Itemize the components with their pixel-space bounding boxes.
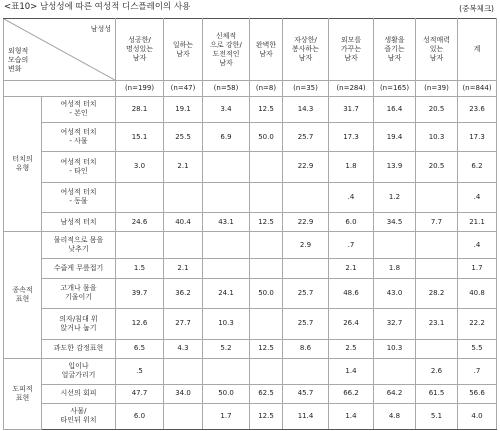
value-cell: .4 bbox=[458, 232, 497, 259]
value-cell bbox=[116, 182, 164, 212]
value-cell: 4.3 bbox=[164, 339, 203, 358]
value-cell: 2.1 bbox=[329, 259, 374, 278]
value-cell bbox=[416, 339, 458, 358]
row-label: 사물/ 타인뒤 위치 bbox=[42, 403, 116, 429]
header-row bbox=[4, 19, 497, 81]
table-caption: <표10> 남성성에 따른 여성적 디스플레이의 사용 bbox=[4, 2, 191, 12]
column-header: 신체적 으로 강한/ 도전적인 남자 bbox=[203, 19, 250, 81]
value-cell: 22.2 bbox=[458, 309, 497, 339]
table-row bbox=[4, 213, 497, 232]
corner-cell bbox=[4, 19, 116, 81]
row-label: 입이나 얼굴가리기 bbox=[42, 358, 116, 384]
value-cell: 15.1 bbox=[116, 122, 164, 151]
value-cell: 28.2 bbox=[416, 278, 458, 308]
value-cell: 22.9 bbox=[283, 152, 329, 182]
value-cell bbox=[250, 309, 283, 339]
value-cell: 36.2 bbox=[164, 278, 203, 308]
value-cell: 23.6 bbox=[458, 96, 497, 122]
row-label: 여성적 터치 - 본인 bbox=[42, 96, 116, 122]
value-cell: 34.0 bbox=[164, 384, 203, 403]
value-cell: 28.1 bbox=[116, 96, 164, 122]
value-cell: 64.2 bbox=[374, 384, 416, 403]
value-cell: 24.6 bbox=[116, 213, 164, 232]
value-cell bbox=[164, 182, 203, 212]
value-cell: 12.5 bbox=[250, 339, 283, 358]
value-cell bbox=[283, 259, 329, 278]
table-row bbox=[4, 339, 497, 358]
value-cell: 7.7 bbox=[416, 213, 458, 232]
group-label: 도피적 표현 bbox=[4, 358, 42, 429]
value-cell: 2.5 bbox=[329, 339, 374, 358]
value-cell: 12.5 bbox=[250, 96, 283, 122]
value-cell: 48.6 bbox=[329, 278, 374, 308]
value-cell: 66.2 bbox=[329, 384, 374, 403]
value-cell: 5.5 bbox=[458, 339, 497, 358]
value-cell: 14.3 bbox=[283, 96, 329, 122]
value-cell: 6.0 bbox=[329, 213, 374, 232]
value-cell: 5.1 bbox=[416, 403, 458, 429]
value-cell: 56.6 bbox=[458, 384, 497, 403]
column-n: (n=844) bbox=[458, 81, 497, 97]
value-cell: 43.0 bbox=[374, 278, 416, 308]
value-cell bbox=[374, 358, 416, 384]
value-cell: 6.5 bbox=[116, 339, 164, 358]
table-row bbox=[4, 309, 497, 339]
value-cell: 4.8 bbox=[374, 403, 416, 429]
value-cell: 10.3 bbox=[374, 339, 416, 358]
table-row bbox=[4, 152, 497, 182]
column-n: (n=39) bbox=[416, 81, 458, 97]
value-cell bbox=[250, 232, 283, 259]
value-cell: 11.4 bbox=[283, 403, 329, 429]
table-row bbox=[4, 384, 497, 403]
value-cell: 2.1 bbox=[164, 152, 203, 182]
column-n: (n=58) bbox=[203, 81, 250, 97]
value-cell: 1.7 bbox=[458, 259, 497, 278]
value-cell bbox=[203, 232, 250, 259]
value-cell bbox=[250, 182, 283, 212]
column-header: 성적매력 있는 남자 bbox=[416, 19, 458, 81]
value-cell: 20.5 bbox=[416, 152, 458, 182]
value-cell: 50.0 bbox=[250, 122, 283, 151]
value-cell: 19.4 bbox=[374, 122, 416, 151]
value-cell: 61.5 bbox=[416, 384, 458, 403]
table-row bbox=[4, 122, 497, 151]
value-cell: 2.6 bbox=[416, 358, 458, 384]
value-cell: 16.4 bbox=[374, 96, 416, 122]
value-cell: 25.7 bbox=[283, 309, 329, 339]
table-row bbox=[4, 232, 497, 259]
group-label: 터치의 유형 bbox=[4, 96, 42, 231]
multiple-check-note: (중복체크) bbox=[459, 4, 494, 13]
table-row bbox=[4, 403, 497, 429]
value-cell: 31.7 bbox=[329, 96, 374, 122]
value-cell: .7 bbox=[329, 232, 374, 259]
value-cell: 8.6 bbox=[283, 339, 329, 358]
value-cell: .7 bbox=[458, 358, 497, 384]
value-cell: 50.0 bbox=[250, 278, 283, 308]
value-cell: 45.7 bbox=[283, 384, 329, 403]
value-cell: 1.4 bbox=[329, 358, 374, 384]
value-cell: 1.8 bbox=[374, 259, 416, 278]
value-cell bbox=[203, 152, 250, 182]
value-cell bbox=[416, 182, 458, 212]
value-cell: 32.7 bbox=[374, 309, 416, 339]
value-cell: 40.8 bbox=[458, 278, 497, 308]
value-cell: 10.3 bbox=[203, 309, 250, 339]
value-cell: .5 bbox=[116, 358, 164, 384]
value-cell: 6.9 bbox=[203, 122, 250, 151]
value-cell: 1.5 bbox=[116, 259, 164, 278]
column-header: 계 bbox=[458, 19, 497, 81]
value-cell: 12.6 bbox=[116, 309, 164, 339]
value-cell bbox=[250, 358, 283, 384]
value-cell: 40.4 bbox=[164, 213, 203, 232]
row-label: 과도한 감정표현 bbox=[42, 339, 116, 358]
value-cell: 62.5 bbox=[250, 384, 283, 403]
value-cell: 4.0 bbox=[458, 403, 497, 429]
value-cell: 19.1 bbox=[164, 96, 203, 122]
table-row bbox=[4, 278, 497, 308]
row-label: 남성적 터치 bbox=[42, 213, 116, 232]
value-cell: 12.5 bbox=[250, 403, 283, 429]
value-cell: 39.7 bbox=[116, 278, 164, 308]
value-cell: 27.7 bbox=[164, 309, 203, 339]
value-cell: 6.2 bbox=[458, 152, 497, 182]
column-header: 성공한/ 명성있는 남자 bbox=[116, 19, 164, 81]
value-cell: 43.1 bbox=[203, 213, 250, 232]
corner-label-appearance-change: 외형적 모습의 변화 bbox=[8, 47, 29, 74]
row-label: 여성적 터치 - 사물 bbox=[42, 122, 116, 151]
value-cell bbox=[250, 259, 283, 278]
group-label: 종속적 표현 bbox=[4, 232, 42, 358]
column-header: 완벽한 남자 bbox=[250, 19, 283, 81]
value-cell: 10.3 bbox=[416, 122, 458, 151]
column-n: (n=199) bbox=[116, 81, 164, 97]
corner-label-masculinity: 남성성 bbox=[90, 25, 111, 33]
value-cell: 1.4 bbox=[329, 403, 374, 429]
value-cell: 1.8 bbox=[329, 152, 374, 182]
value-cell: 47.7 bbox=[116, 384, 164, 403]
value-cell bbox=[116, 232, 164, 259]
value-cell: .4 bbox=[458, 182, 497, 212]
value-cell: 25.7 bbox=[283, 278, 329, 308]
value-cell: .4 bbox=[329, 182, 374, 212]
value-cell: 12.5 bbox=[250, 213, 283, 232]
value-cell bbox=[203, 358, 250, 384]
value-cell: 25.7 bbox=[283, 122, 329, 151]
value-cell: 22.9 bbox=[283, 213, 329, 232]
column-n: (n=284) bbox=[329, 81, 374, 97]
value-cell: 50.0 bbox=[203, 384, 250, 403]
value-cell bbox=[203, 182, 250, 212]
value-cell bbox=[203, 259, 250, 278]
value-cell: 5.2 bbox=[203, 339, 250, 358]
column-n: (n=35) bbox=[283, 81, 329, 97]
value-cell bbox=[164, 403, 203, 429]
column-n: (n=165) bbox=[374, 81, 416, 97]
value-cell: 2.9 bbox=[283, 232, 329, 259]
row-label: 고개나 몸을 기울이기 bbox=[42, 278, 116, 308]
value-cell bbox=[164, 358, 203, 384]
value-cell: 17.3 bbox=[329, 122, 374, 151]
column-header: 생활을 즐기는 남자 bbox=[374, 19, 416, 81]
value-cell: 3.4 bbox=[203, 96, 250, 122]
value-cell bbox=[283, 182, 329, 212]
table-row bbox=[4, 96, 497, 122]
value-cell: 21.1 bbox=[458, 213, 497, 232]
row-label: 시선의 회피 bbox=[42, 384, 116, 403]
value-cell bbox=[416, 232, 458, 259]
row-label: 수줍게 무릎접기 bbox=[42, 259, 116, 278]
value-cell: 1.7 bbox=[203, 403, 250, 429]
row-label: 여성적 터치 - 동물 bbox=[42, 182, 116, 212]
value-cell: 20.5 bbox=[416, 96, 458, 122]
value-cell: 24.1 bbox=[203, 278, 250, 308]
value-cell bbox=[374, 232, 416, 259]
column-n: (n=47) bbox=[164, 81, 203, 97]
row-label: 의자/침대 위 앉거나 눕기 bbox=[42, 309, 116, 339]
data-table bbox=[3, 18, 497, 430]
value-cell: 34.5 bbox=[374, 213, 416, 232]
table-row bbox=[4, 182, 497, 212]
value-cell: 17.3 bbox=[458, 122, 497, 151]
table-row bbox=[4, 259, 497, 278]
value-cell: 6.0 bbox=[116, 403, 164, 429]
row-label: 물리적으로 몸을 낮추기 bbox=[42, 232, 116, 259]
value-cell: 23.1 bbox=[416, 309, 458, 339]
value-cell bbox=[416, 259, 458, 278]
column-header: 일하는 남자 bbox=[164, 19, 203, 81]
column-n: (n=8) bbox=[250, 81, 283, 97]
column-header: 외모를 가꾸는 남자 bbox=[329, 19, 374, 81]
value-cell: 25.5 bbox=[164, 122, 203, 151]
n-row bbox=[4, 81, 497, 97]
value-cell bbox=[250, 152, 283, 182]
value-cell: 26.4 bbox=[329, 309, 374, 339]
value-cell: 2.1 bbox=[164, 259, 203, 278]
n-row-blank bbox=[4, 81, 116, 97]
column-header: 자상한/ 봉사하는 남자 bbox=[283, 19, 329, 81]
value-cell: 13.9 bbox=[374, 152, 416, 182]
value-cell: 1.2 bbox=[374, 182, 416, 212]
value-cell: 3.0 bbox=[116, 152, 164, 182]
table-row bbox=[4, 358, 497, 384]
value-cell bbox=[164, 232, 203, 259]
value-cell bbox=[283, 358, 329, 384]
row-label: 여성적 터치 - 타인 bbox=[42, 152, 116, 182]
